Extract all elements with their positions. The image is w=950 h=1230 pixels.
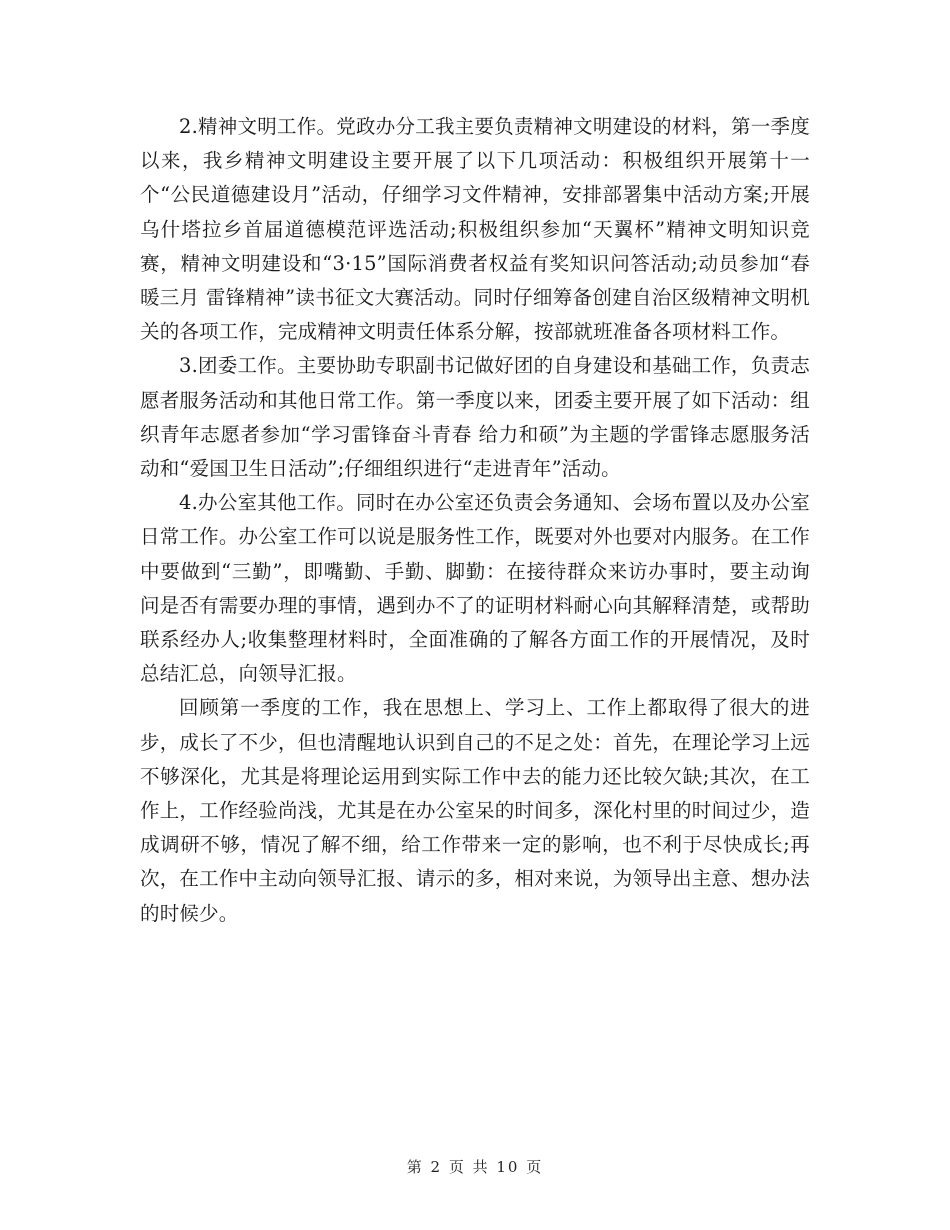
paragraph-quarter-review: 回顾第一季度的工作，我在思想上、学习上、工作上都取得了很大的进步，成长了不少，但也清醒地认识到自己的不足之处：首先，在理论学习上远不够深化，尤其是将理论运用到实际工作中去的能力还比较欠缺;其次，在工作上，工作经验尚浅，尤其是在办公室呆的时间多，深化村里的时间过少，造成调研不够，情况了解不细，给工作带来一定的影响，也不利于尽快成长;再次，在工作中主动向领导汇报、请示的多，相对来说，为领导出主意、想办法的时候少。 — [140, 696, 810, 925]
paragraph-youth-league-work: 3.团委工作。主要协助专职副书记做好团的自身建设和基础工作，负责志愿者服务活动和其他日常工作。第一季度以来，团委主要开展了如下活动：组织青年志愿者参加“学习雷锋奋斗青春 给力和硕”为主题的学雷锋志愿服务活动和“爱国卫生日活动”;仔细组织进行“走进青年”活动。 — [140, 354, 810, 481]
paragraph-office-other-work: 4.办公室其他工作。同时在办公室还负责会务通知、会场布置以及办公室日常工作。办公室工作可以说是服务性工作，既要对外也要对内服务。在工作中要做到“三勤”，即嘴勤、手勤、脚勤：在接待群众来访办事时，要主动询问是否有需要办理的事情，遇到办不了的证明材料耐心向其解释清楚，或帮助联系经办人;收集整理材料时，全面准确的了解各方面工作的开展情况，及时总结汇总，向领导汇报。 — [140, 491, 810, 686]
page-footer: 第 2 页 共 10 页 — [406, 1158, 544, 1176]
document-body — [140, 110, 810, 931]
paragraph-spiritual-civilization-work: 2.精神文明工作。党政办分工我主要负责精神文明建设的材料，第一季度以来，我乡精神文明建设主要开展了以下几项活动：积极组织开展第十一个“公民道德建设月”活动，仔细学习文件精神，安排部署集中活动方案;开展乌什塔拉乡首届道德模范评选活动;积极组织参加“天翼杯”精神文明知识竞赛，精神文明建设和“3·15”国际消费者权益有奖知识问答活动;动员参加“春暖三月 雷锋精神”读书征文大赛活动。同时仔细筹备创建自治区级精神文明机关的各项工作，完成精神文明责任体系分解，按部就班准备各项材料工作。 — [140, 115, 810, 344]
